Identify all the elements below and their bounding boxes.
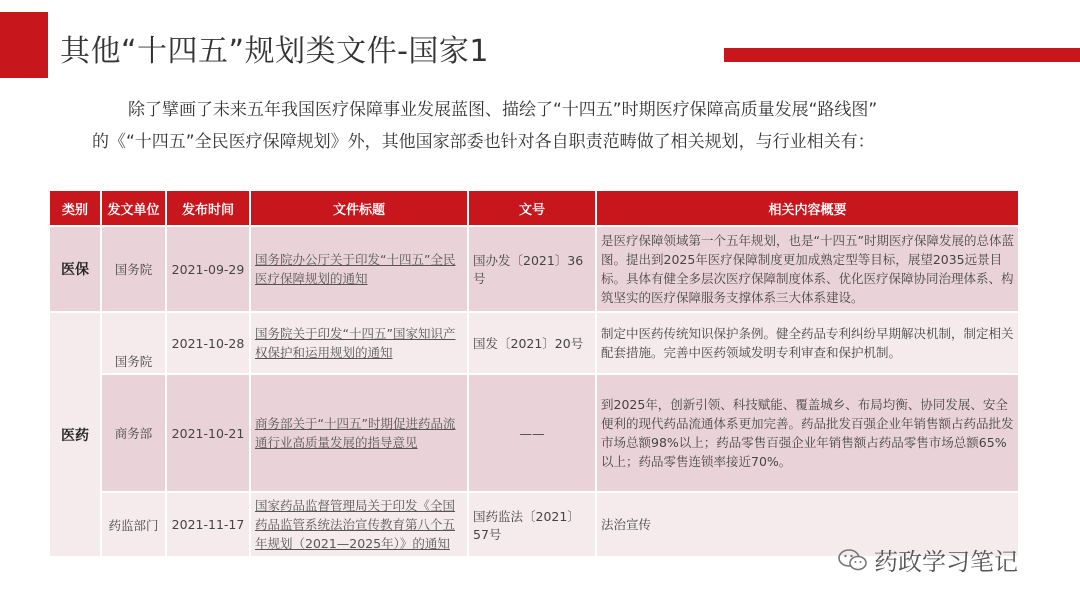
doc-no-cell: 国办发〔2021〕36号 (469, 227, 597, 313)
category-cell: 医保 (50, 227, 102, 313)
plans-table (50, 191, 1020, 558)
doc-no-cell: 国药监法〔2021〕57号 (469, 493, 597, 558)
date-cell: 2021-09-29 (167, 227, 251, 313)
header-doc-no: 文号 (469, 191, 597, 227)
category-cell: 医药 (50, 313, 102, 558)
header-unit: 发文单位 (102, 191, 167, 227)
unit-cell: 国务院 (102, 227, 167, 313)
title-accent-block (0, 12, 48, 78)
table-header-row (50, 191, 1020, 227)
page-title: 其他“十四五”规划类文件-国家1 (60, 34, 489, 69)
intro-line-1: 除了擘画了未来五年我国医疗保障事业发展蓝图、描绘了“十四五”时期医疗保障高质量发展“路线图” (128, 100, 878, 120)
summary-cell: 到2025年，创新引领、科技赋能、覆盖城乡、布局均衡、协同发展、安全便利的现代药品流通体系更加完善。药品批发百强企业年销售额占药品批发市场总额98%以上；药品零售百强企业年销售额占药品零售市场总额65%以上；药品零售连锁率接近70%。 (597, 375, 1020, 493)
table-row (50, 227, 1020, 313)
watermark (838, 542, 1018, 577)
summary-cell: 是医疗保障领域第一个五年规划，也是“十四五”时期医疗保障发展的总体蓝图。提出到2025年医疗保障制度更加成熟定型等目标，展望2035远景目标。具体有健全多层次医疗保障制度体系、优化医疗保障协同治理体系、构筑坚实的医疗保障服务支撑体系三大体系建设。 (597, 227, 1020, 313)
doc-no-cell: —— (469, 375, 597, 493)
date-cell: 2021-10-21 (167, 375, 251, 493)
summary-cell: 制定中医药传统知识保护条例。健全药品专利纠纷早期解决机制，制定相关配套措施。完善中医药领域发明专利审查和保护机制。 (597, 313, 1020, 375)
intro-line-2: 的《“十四五”全民医疗保障规划》外，其他国家部委也针对各自职责范畴做了相关规划，与行业相关有： (92, 132, 875, 152)
unit-cell: 国务院 (102, 313, 167, 375)
watermark-text: 药政学习笔记 (874, 548, 1018, 576)
date-cell: 2021-10-28 (167, 313, 251, 375)
doc-title-link[interactable]: 国务院关于印发“十四五”国家知识产权保护和运用规划的通知 (251, 313, 469, 375)
unit-cell: 商务部 (102, 375, 167, 493)
date-cell: 2021-11-17 (167, 493, 251, 558)
header-date: 发布时间 (167, 191, 251, 227)
title-accent-bar (724, 48, 1080, 62)
doc-title-link[interactable]: 国家药品监督管理局关于印发《全国药品监管系统法治宣传教育第八个五年规划（2021—2025年）》的通知 (251, 493, 469, 558)
header-summary: 相关内容概要 (597, 191, 1020, 227)
wechat-icon (838, 548, 868, 572)
doc-title-link[interactable]: 商务部关于“十四五”时期促进药品流通行业高质量发展的指导意见 (251, 375, 469, 493)
unit-cell: 药监部门 (102, 493, 167, 558)
summary-cell: 法治宣传 (597, 493, 1020, 558)
doc-title-link[interactable]: 国务院办公厅关于印发“十四五”全民医疗保障规划的通知 (251, 227, 469, 313)
table-row (50, 313, 1020, 375)
header-category: 类别 (50, 191, 102, 227)
intro-paragraph (92, 94, 1012, 158)
table-row (50, 375, 1020, 493)
doc-no-cell: 国发〔2021〕20号 (469, 313, 597, 375)
header-doc-title: 文件标题 (251, 191, 469, 227)
